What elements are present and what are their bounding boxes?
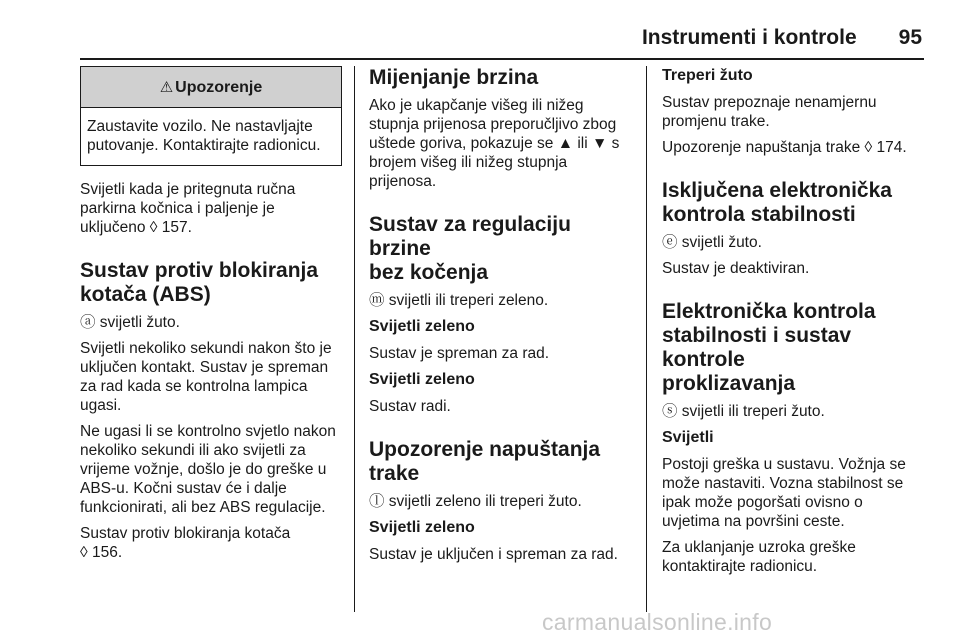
paragraph: Za uklanjanje uzroka greške kontaktirajte radionicu. (662, 539, 856, 575)
speed-indicator-line: ⓜ svijetli ili treperi zeleno. (369, 292, 549, 309)
column-1 (80, 66, 342, 569)
subheading: Svijetli (662, 429, 714, 446)
paragraph: Sustav je spreman za rad. (369, 345, 550, 362)
paragraph: Sustav je deaktiviran. (662, 260, 810, 277)
column-3 (662, 66, 927, 583)
section-heading-abs: Sustav protiv blokiranja kotača (ABS) (80, 259, 319, 306)
paragraph: Sustav prepoznaje nenamjernu promjenu trake. (662, 94, 877, 130)
esc-indicator-line: ⓢ svijetli ili treperi žuto. (662, 403, 825, 420)
page-number: 95 (898, 26, 922, 49)
paragraph: Sustav protiv blokiranja kotača ◊ 156. (80, 525, 291, 561)
section-heading-esc-off: Isključena elektronička kontrola stabilnosti (662, 179, 892, 226)
column-divider (354, 66, 355, 612)
paragraph: Sustav radi. (369, 398, 451, 415)
subheading: Svijetli zeleno (369, 318, 475, 335)
header-rule (80, 58, 924, 60)
warning-text: Zaustavite vozilo. Ne nastavljajte putovanje. Kontaktirajte radionicu. (87, 118, 321, 154)
warning-icon: ⚠ (159, 78, 174, 96)
paragraph: Ne ugasi li se kontrolno svjetlo nakon nekoliko sekundi ili ako svijetli za vrijeme vožnje, došlo je do greške u ABS-u. Kočni sustav će i dalje funkcionirati, ali bez ABS regulacije. (80, 423, 336, 516)
section-heading-speed: Sustav za regulaciju brzine bez kočenja (369, 213, 571, 284)
warning-box (80, 66, 342, 166)
page-header (642, 26, 922, 50)
section-heading-lane: Upozorenje napuštanja trake (369, 438, 601, 485)
paragraph: Postoji greška u sustavu. Vožnja se može nastaviti. Vozna stabilnost se ipak može pogoršati ovisno o uvjetima na površini ceste. (662, 456, 906, 530)
paragraph: Ako je ukapčanje višeg ili nižeg stupnja prijenosa preporučljivo zbog uštede goriva, pokazuje se ▲ ili ▼ s brojem višeg ili nižeg stupnja prijenosa. (369, 97, 620, 190)
watermark: carmanualsonline.info (542, 609, 773, 635)
column-divider (646, 66, 647, 612)
paragraph: Upozorenje napuštanja trake ◊ 174. (662, 139, 907, 156)
header-title: Instrumenti i kontrole (641, 26, 857, 49)
section-heading-esc: Elektronička kontrola stabilnosti i sustav kontrole proklizavanja (662, 300, 876, 395)
warning-title: Upozorenje (175, 78, 263, 96)
abs-indicator-line: ⓐ svijetli žuto. (80, 314, 180, 331)
lane-indicator-line: ⓛ svijetli zeleno ili treperi žuto. (369, 493, 582, 510)
section-heading-gear: Mijenjanje brzina (369, 66, 539, 89)
subheading: Treperi žuto (662, 67, 753, 84)
esc-off-indicator-line: ⓔ svijetli žuto. (662, 234, 762, 251)
subheading: Svijetli zeleno (369, 519, 475, 536)
warning-header (81, 67, 341, 108)
paragraph: Svijetli nekoliko sekundi nakon što je uključen kontakt. Sustav je spreman za rad kada se kontrolna lampica ugasi. (80, 340, 332, 414)
paragraph: Sustav je uključen i spreman za rad. (369, 546, 618, 563)
column-2 (369, 66, 631, 571)
subheading: Svijetli zeleno (369, 371, 475, 388)
paragraph: Svijetli kada je pritegnuta ručna parkirna kočnica i paljenje je uključeno ◊ 157. (80, 181, 296, 236)
